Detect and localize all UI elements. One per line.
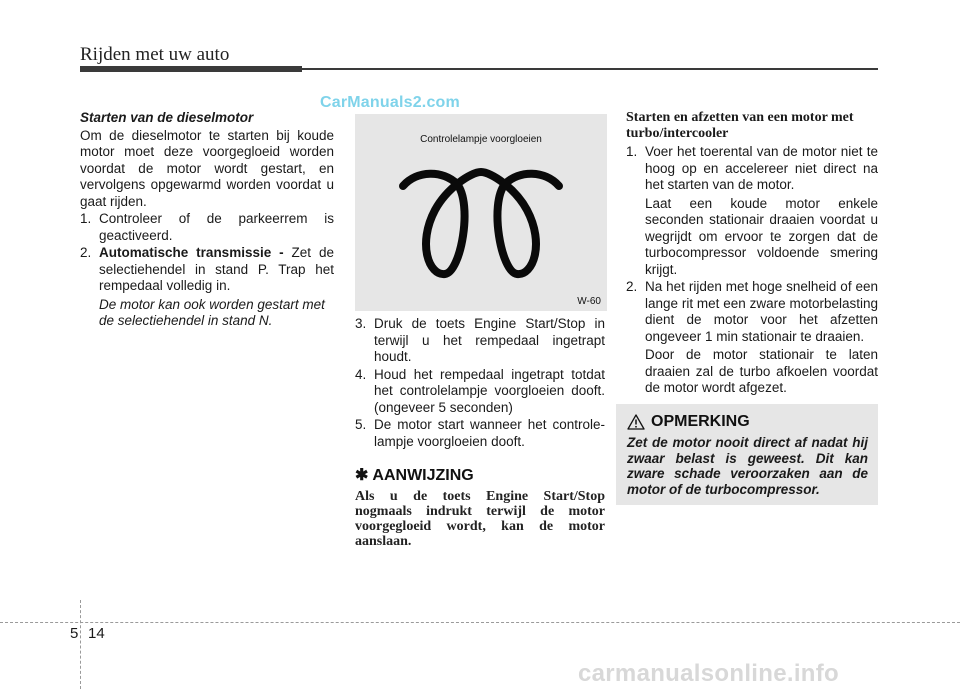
list-item [626,279,878,397]
opmerking-box [616,404,878,505]
list-item-number: 5. [355,417,367,432]
list-item-bold-label: Automatische transmissie - [99,245,284,260]
list-item-text: Houd het rempedaal ingetrapt totdat het controlelampje voorgloeien dooft. (ongeveer 5 seconden) [374,366,605,415]
italic-note: De motor kan ook worden gestart met de selectiehendel in stand N. [99,296,325,328]
list-item-text: Voer het toerental van de motor niet te hoog op en accelereer niet direct na het starten van de motor. [645,144,878,192]
opmerking-title [627,413,868,431]
list-item [355,417,605,450]
list-item-body: Zet de selectiehendel in stand P. Trap het rempedaal volledig in. [99,245,334,293]
note-heading [355,468,605,485]
list-item-number: 2. [626,279,638,294]
opmerking-title-label: OPMERKING [651,413,750,430]
section-heading-turbo: Starten en afzetten van een motor met turbo/intercooler [626,110,854,141]
list-item-text: Controleer of de parkeerrem is geactiveerd. [99,211,334,243]
page-header-title: Rijden met uw auto [80,44,230,65]
list-item-number: 3. [355,316,367,331]
watermark-bottom: carmanualsonline.info [578,660,840,687]
middle-column [355,315,605,549]
intro-paragraph: Om de dieselmotor te starten bij koude motor moet deze voorgegloeid worden voordat de motor wordt gestart, en vervolgens opgewarmd worden voordat u gaat rijden. [80,127,334,209]
footer-vertical-divider [80,600,81,689]
figure-caption: Controlelampje voorgloeien [420,134,542,145]
list-item-text: Na het rijden met hoge snelheid of een lange rit met een zware motorbelasting dient de motor voor het afzetten ongeveer 1 min stationair te draaien. [645,279,878,344]
warning-triangle-icon [627,414,645,430]
right-column [626,110,878,397]
glow-plug-indicator-figure [355,114,607,311]
list-item-number: 1. [80,211,92,226]
header-rule-thick [80,66,302,72]
footer-divider [0,622,960,623]
list-item [80,211,334,244]
list-item-number: 1. [626,144,638,159]
list-item-text: Druk de toets Engine Start/Stop in terwijl u het rempedaal ingetrapt houdt. [374,316,605,364]
glow-plug-coil-icon [395,164,567,294]
cross-star-icon: ✱ [355,467,369,484]
list-item-number: 2. [80,245,92,260]
list-item [355,367,605,417]
list-item [355,316,605,366]
footer-page-number: 14 [88,625,105,642]
section-heading-diesel: Starten van de dieselmotor [80,110,254,125]
list-item [80,245,334,295]
list-item-subparagraph: Laat een koude motor enkele seconden stationair draaien voordat u wegrijdt om ervoor te zorgen dat de turbocompressor voldoende smering krijgt. [645,195,878,277]
list-item-text: De motor start wanneer het controle-lampje voorgloeien dooft. [374,417,605,449]
note-text: Als u de toets Engine Start/Stop nogmaals indrukt terwijl de motor voorgegloeid wordt, kan de motor aanslaan. [355,488,605,549]
watermark-top: CarManuals2.com [320,94,460,111]
figure-code: W-60 [577,296,601,307]
footer-chapter-number: 5 [70,625,79,642]
list-item-text [99,245,334,295]
opmerking-text: Zet de motor nooit direct af nadat hij zwaar belast is geweest. Dit kan zware schade veroorzaken aan de motor of de turbocompressor. [627,435,868,497]
note-heading-label: AANWIJZING [372,467,474,484]
list-item-subparagraph: Door de motor stationair te laten draaien zal de turbo afkoelen voordat de motor wordt afgezet. [645,347,878,395]
header-rule-thin [302,68,878,70]
list-item-number: 4. [355,366,367,382]
list-item [626,144,878,278]
left-column [80,110,334,330]
